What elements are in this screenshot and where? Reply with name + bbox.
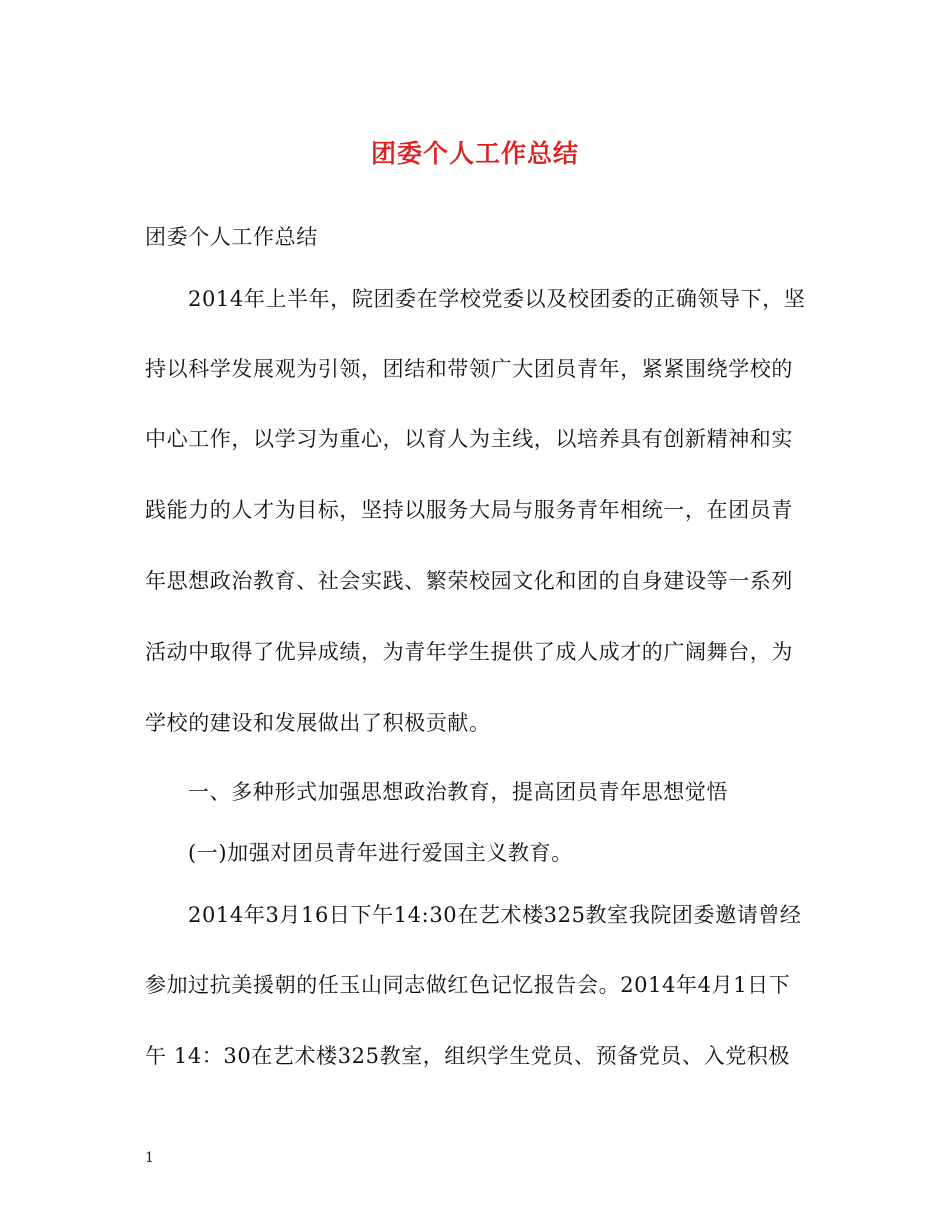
subsection1-heading: (一)加强对团员青年进行爱国主义教育。 <box>188 841 573 865</box>
paragraph2-line: 2014年3月16日下午14:30在艺术楼325教室我院团委邀请曾经 <box>188 903 802 927</box>
paragraph1-line: 践能力的人才为目标，坚持以服务大局与服务青年相统一，在团员青 <box>145 498 793 522</box>
paragraph1-line: 2014年上半年，院团委在学校党委以及校团委的正确领导下，坚 <box>188 287 806 311</box>
paragraph1-line: 持以科学发展观为引领，团结和带领广大团员青年，紧紧围绕学校的 <box>145 357 793 381</box>
document-title: 团委个人工作总结 <box>370 139 579 168</box>
paragraph1-line: 活动中取得了优异成绩，为青年学生提供了成人成才的广阔舞台，为 <box>145 640 793 664</box>
document-subtitle: 团委个人工作总结 <box>145 225 318 249</box>
paragraph2-line: 午 14：30在艺术楼325教室，组织学生党员、预备党员、入党积极 <box>145 1044 790 1068</box>
page-number: 1 <box>145 1150 154 1166</box>
paragraph2-line: 参加过抗美援朝的任玉山同志做红色记忆报告会。2014年4月1日下 <box>145 973 791 997</box>
paragraph1-line: 年思想政治教育、社会实践、繁荣校园文化和团的自身建设等一系列 <box>145 569 793 593</box>
paragraph1-line: 中心工作，以学习为重心，以育人为主线，以培养具有创新精神和实 <box>145 427 793 451</box>
paragraph1-line: 学校的建设和发展做出了积极贡献。 <box>145 711 491 735</box>
section1-heading: 一、多种形式加强思想政治教育，提高团员青年思想觉悟 <box>188 780 728 804</box>
